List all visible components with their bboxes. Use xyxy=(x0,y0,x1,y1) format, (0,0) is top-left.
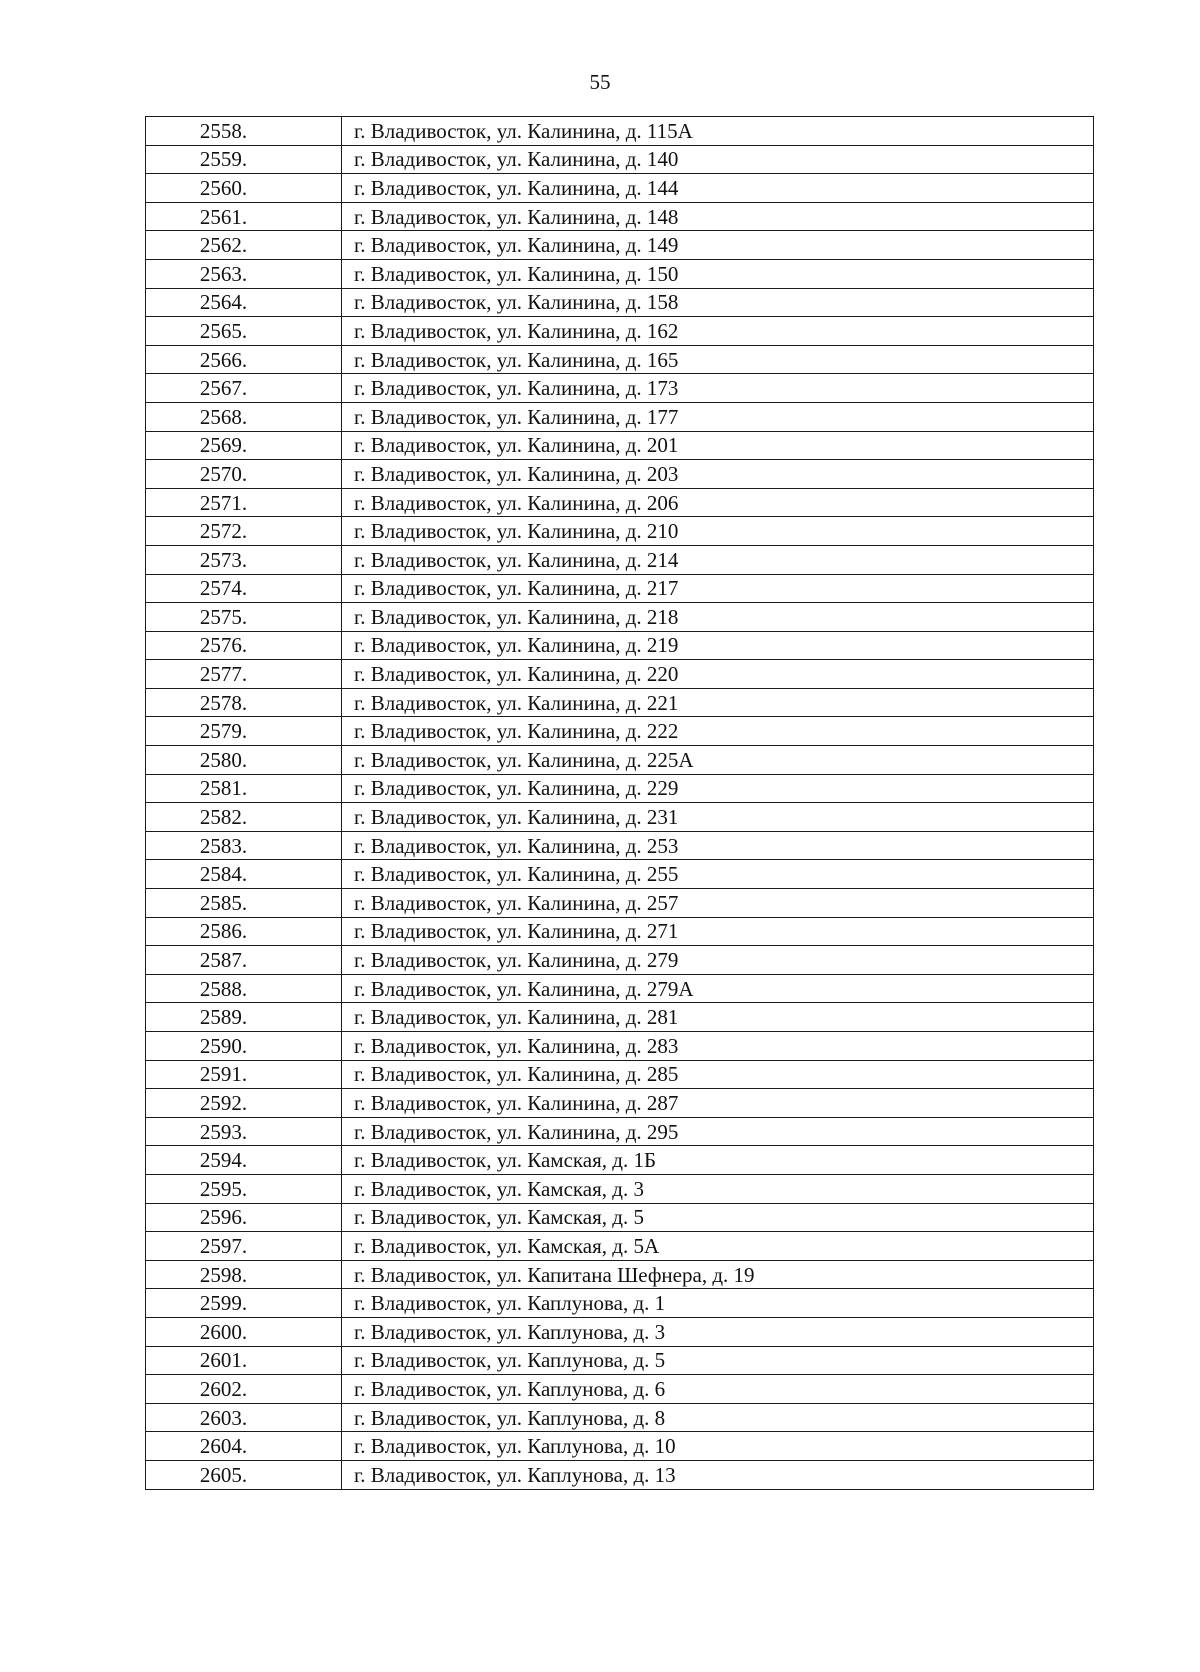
row-address: г. Владивосток, ул. Калинина, д. 144 xyxy=(342,174,1094,203)
table-row xyxy=(146,460,1094,489)
row-number: 2585. xyxy=(146,889,342,918)
table-row xyxy=(146,574,1094,603)
page-number: 55 xyxy=(589,70,611,94)
table-row xyxy=(146,1232,1094,1261)
row-address: г. Владивосток, ул. Калинина, д. 149 xyxy=(342,231,1094,260)
row-address: г. Владивосток, ул. Калинина, д. 229 xyxy=(342,774,1094,803)
table-row xyxy=(146,917,1094,946)
table-row xyxy=(146,202,1094,231)
table-row xyxy=(146,1289,1094,1318)
row-number: 2584. xyxy=(146,860,342,889)
row-address: г. Владивосток, ул. Калинина, д. 271 xyxy=(342,917,1094,946)
row-number: 2593. xyxy=(146,1117,342,1146)
row-number: 2586. xyxy=(146,917,342,946)
table-row xyxy=(146,1089,1094,1118)
address-table-body xyxy=(146,117,1094,1490)
row-number: 2580. xyxy=(146,746,342,775)
row-address: г. Владивосток, ул. Калинина, д. 285 xyxy=(342,1060,1094,1089)
row-number: 2602. xyxy=(146,1375,342,1404)
row-address: г. Владивосток, ул. Камская, д. 5А xyxy=(342,1232,1094,1261)
row-number: 2596. xyxy=(146,1203,342,1232)
table-row xyxy=(146,345,1094,374)
table-row xyxy=(146,374,1094,403)
table-row xyxy=(146,145,1094,174)
row-number: 2566. xyxy=(146,345,342,374)
row-address: г. Владивосток, ул. Калинина, д. 220 xyxy=(342,660,1094,689)
row-number: 2599. xyxy=(146,1289,342,1318)
row-address: г. Владивосток, ул. Калинина, д. 214 xyxy=(342,545,1094,574)
table-row xyxy=(146,1174,1094,1203)
table-row xyxy=(146,717,1094,746)
row-address: г. Владивосток, ул. Калинина, д. 140 xyxy=(342,145,1094,174)
table-row xyxy=(146,1003,1094,1032)
row-address: г. Владивосток, ул. Камская, д. 5 xyxy=(342,1203,1094,1232)
row-number: 2592. xyxy=(146,1089,342,1118)
table-row xyxy=(146,1317,1094,1346)
row-number: 2597. xyxy=(146,1232,342,1261)
row-address: г. Владивосток, ул. Калинина, д. 218 xyxy=(342,603,1094,632)
row-number: 2571. xyxy=(146,488,342,517)
table-row xyxy=(146,1060,1094,1089)
table-row xyxy=(146,660,1094,689)
row-number: 2561. xyxy=(146,202,342,231)
row-number: 2581. xyxy=(146,774,342,803)
table-row xyxy=(146,231,1094,260)
row-address: г. Владивосток, ул. Калинина, д. 177 xyxy=(342,402,1094,431)
row-number: 2564. xyxy=(146,288,342,317)
table-row xyxy=(146,117,1094,146)
row-address: г. Владивосток, ул. Калинина, д. 210 xyxy=(342,517,1094,546)
row-number: 2582. xyxy=(146,803,342,832)
table-row xyxy=(146,688,1094,717)
row-number: 2562. xyxy=(146,231,342,260)
row-number: 2577. xyxy=(146,660,342,689)
table-row xyxy=(146,1432,1094,1461)
row-address: г. Владивосток, ул. Калинина, д. 279А xyxy=(342,974,1094,1003)
row-address: г. Владивосток, ул. Калинина, д. 281 xyxy=(342,1003,1094,1032)
row-number: 2567. xyxy=(146,374,342,403)
row-number: 2570. xyxy=(146,460,342,489)
table-row xyxy=(146,746,1094,775)
row-number: 2558. xyxy=(146,117,342,146)
row-address: г. Владивосток, ул. Каплунова, д. 8 xyxy=(342,1403,1094,1432)
row-address: г. Владивосток, ул. Капитана Шефнера, д. 19 xyxy=(342,1260,1094,1289)
row-address: г. Владивосток, ул. Калинина, д. 257 xyxy=(342,889,1094,918)
row-address: г. Владивосток, ул. Калинина, д. 283 xyxy=(342,1032,1094,1061)
table-row xyxy=(146,603,1094,632)
table-row xyxy=(146,974,1094,1003)
row-number: 2595. xyxy=(146,1174,342,1203)
row-address: г. Владивосток, ул. Калинина, д. 287 xyxy=(342,1089,1094,1118)
row-address: г. Владивосток, ул. Калинина, д. 173 xyxy=(342,374,1094,403)
row-number: 2560. xyxy=(146,174,342,203)
row-number: 2600. xyxy=(146,1317,342,1346)
row-address: г. Владивосток, ул. Калинина, д. 148 xyxy=(342,202,1094,231)
row-address: г. Владивосток, ул. Калинина, д. 165 xyxy=(342,345,1094,374)
address-table xyxy=(145,116,1094,1490)
row-number: 2604. xyxy=(146,1432,342,1461)
row-address: г. Владивосток, ул. Калинина, д. 222 xyxy=(342,717,1094,746)
row-number: 2587. xyxy=(146,946,342,975)
row-address: г. Владивосток, ул. Калинина, д. 219 xyxy=(342,631,1094,660)
row-number: 2589. xyxy=(146,1003,342,1032)
table-row xyxy=(146,860,1094,889)
table-row xyxy=(146,1032,1094,1061)
row-number: 2573. xyxy=(146,545,342,574)
table-row xyxy=(146,545,1094,574)
row-address: г. Владивосток, ул. Калинина, д. 201 xyxy=(342,431,1094,460)
row-number: 2598. xyxy=(146,1260,342,1289)
table-row xyxy=(146,288,1094,317)
table-row xyxy=(146,1203,1094,1232)
row-address: г. Владивосток, ул. Калинина, д. 279 xyxy=(342,946,1094,975)
row-number: 2576. xyxy=(146,631,342,660)
table-row xyxy=(146,1146,1094,1175)
row-number: 2574. xyxy=(146,574,342,603)
row-number: 2559. xyxy=(146,145,342,174)
row-number: 2605. xyxy=(146,1460,342,1489)
row-number: 2572. xyxy=(146,517,342,546)
table-row xyxy=(146,488,1094,517)
row-address: г. Владивосток, ул. Калинина, д. 255 xyxy=(342,860,1094,889)
row-number: 2601. xyxy=(146,1346,342,1375)
table-row xyxy=(146,1117,1094,1146)
row-address: г. Владивосток, ул. Калинина, д. 253 xyxy=(342,831,1094,860)
table-row xyxy=(146,831,1094,860)
row-address: г. Владивосток, ул. Каплунова, д. 1 xyxy=(342,1289,1094,1318)
row-address: г. Владивосток, ул. Калинина, д. 295 xyxy=(342,1117,1094,1146)
table-row xyxy=(146,317,1094,346)
table-row xyxy=(146,1375,1094,1404)
table-row xyxy=(146,774,1094,803)
table-row xyxy=(146,803,1094,832)
row-number: 2565. xyxy=(146,317,342,346)
table-row xyxy=(146,517,1094,546)
row-address: г. Владивосток, ул. Калинина, д. 217 xyxy=(342,574,1094,603)
table-row xyxy=(146,174,1094,203)
table-row xyxy=(146,631,1094,660)
row-address: г. Владивосток, ул. Калинина, д. 150 xyxy=(342,259,1094,288)
row-address: г. Владивосток, ул. Калинина, д. 203 xyxy=(342,460,1094,489)
row-address: г. Владивосток, ул. Калинина, д. 158 xyxy=(342,288,1094,317)
row-number: 2591. xyxy=(146,1060,342,1089)
row-number: 2563. xyxy=(146,259,342,288)
table-row xyxy=(146,1460,1094,1489)
row-address: г. Владивосток, ул. Калинина, д. 225А xyxy=(342,746,1094,775)
row-address: г. Владивосток, ул. Камская, д. 1Б xyxy=(342,1146,1094,1175)
table-row xyxy=(146,431,1094,460)
row-address: г. Владивосток, ул. Камская, д. 3 xyxy=(342,1174,1094,1203)
row-address: г. Владивосток, ул. Каплунова, д. 3 xyxy=(342,1317,1094,1346)
row-number: 2588. xyxy=(146,974,342,1003)
row-number: 2569. xyxy=(146,431,342,460)
row-number: 2575. xyxy=(146,603,342,632)
row-number: 2603. xyxy=(146,1403,342,1432)
table-row xyxy=(146,259,1094,288)
table-row xyxy=(146,1260,1094,1289)
table-row xyxy=(146,1403,1094,1432)
table-row xyxy=(146,402,1094,431)
row-address: г. Владивосток, ул. Каплунова, д. 10 xyxy=(342,1432,1094,1461)
row-number: 2594. xyxy=(146,1146,342,1175)
table-row xyxy=(146,1346,1094,1375)
table-row xyxy=(146,946,1094,975)
row-number: 2568. xyxy=(146,402,342,431)
row-address: г. Владивосток, ул. Калинина, д. 206 xyxy=(342,488,1094,517)
row-address: г. Владивосток, ул. Калинина, д. 221 xyxy=(342,688,1094,717)
row-number: 2590. xyxy=(146,1032,342,1061)
row-address: г. Владивосток, ул. Калинина, д. 162 xyxy=(342,317,1094,346)
row-number: 2579. xyxy=(146,717,342,746)
row-number: 2583. xyxy=(146,831,342,860)
row-number: 2578. xyxy=(146,688,342,717)
row-address: г. Владивосток, ул. Каплунова, д. 5 xyxy=(342,1346,1094,1375)
row-address: г. Владивосток, ул. Каплунова, д. 6 xyxy=(342,1375,1094,1404)
row-address: г. Владивосток, ул. Каплунова, д. 13 xyxy=(342,1460,1094,1489)
row-address: г. Владивосток, ул. Калинина, д. 231 xyxy=(342,803,1094,832)
row-address: г. Владивосток, ул. Калинина, д. 115А xyxy=(342,117,1094,146)
table-row xyxy=(146,889,1094,918)
